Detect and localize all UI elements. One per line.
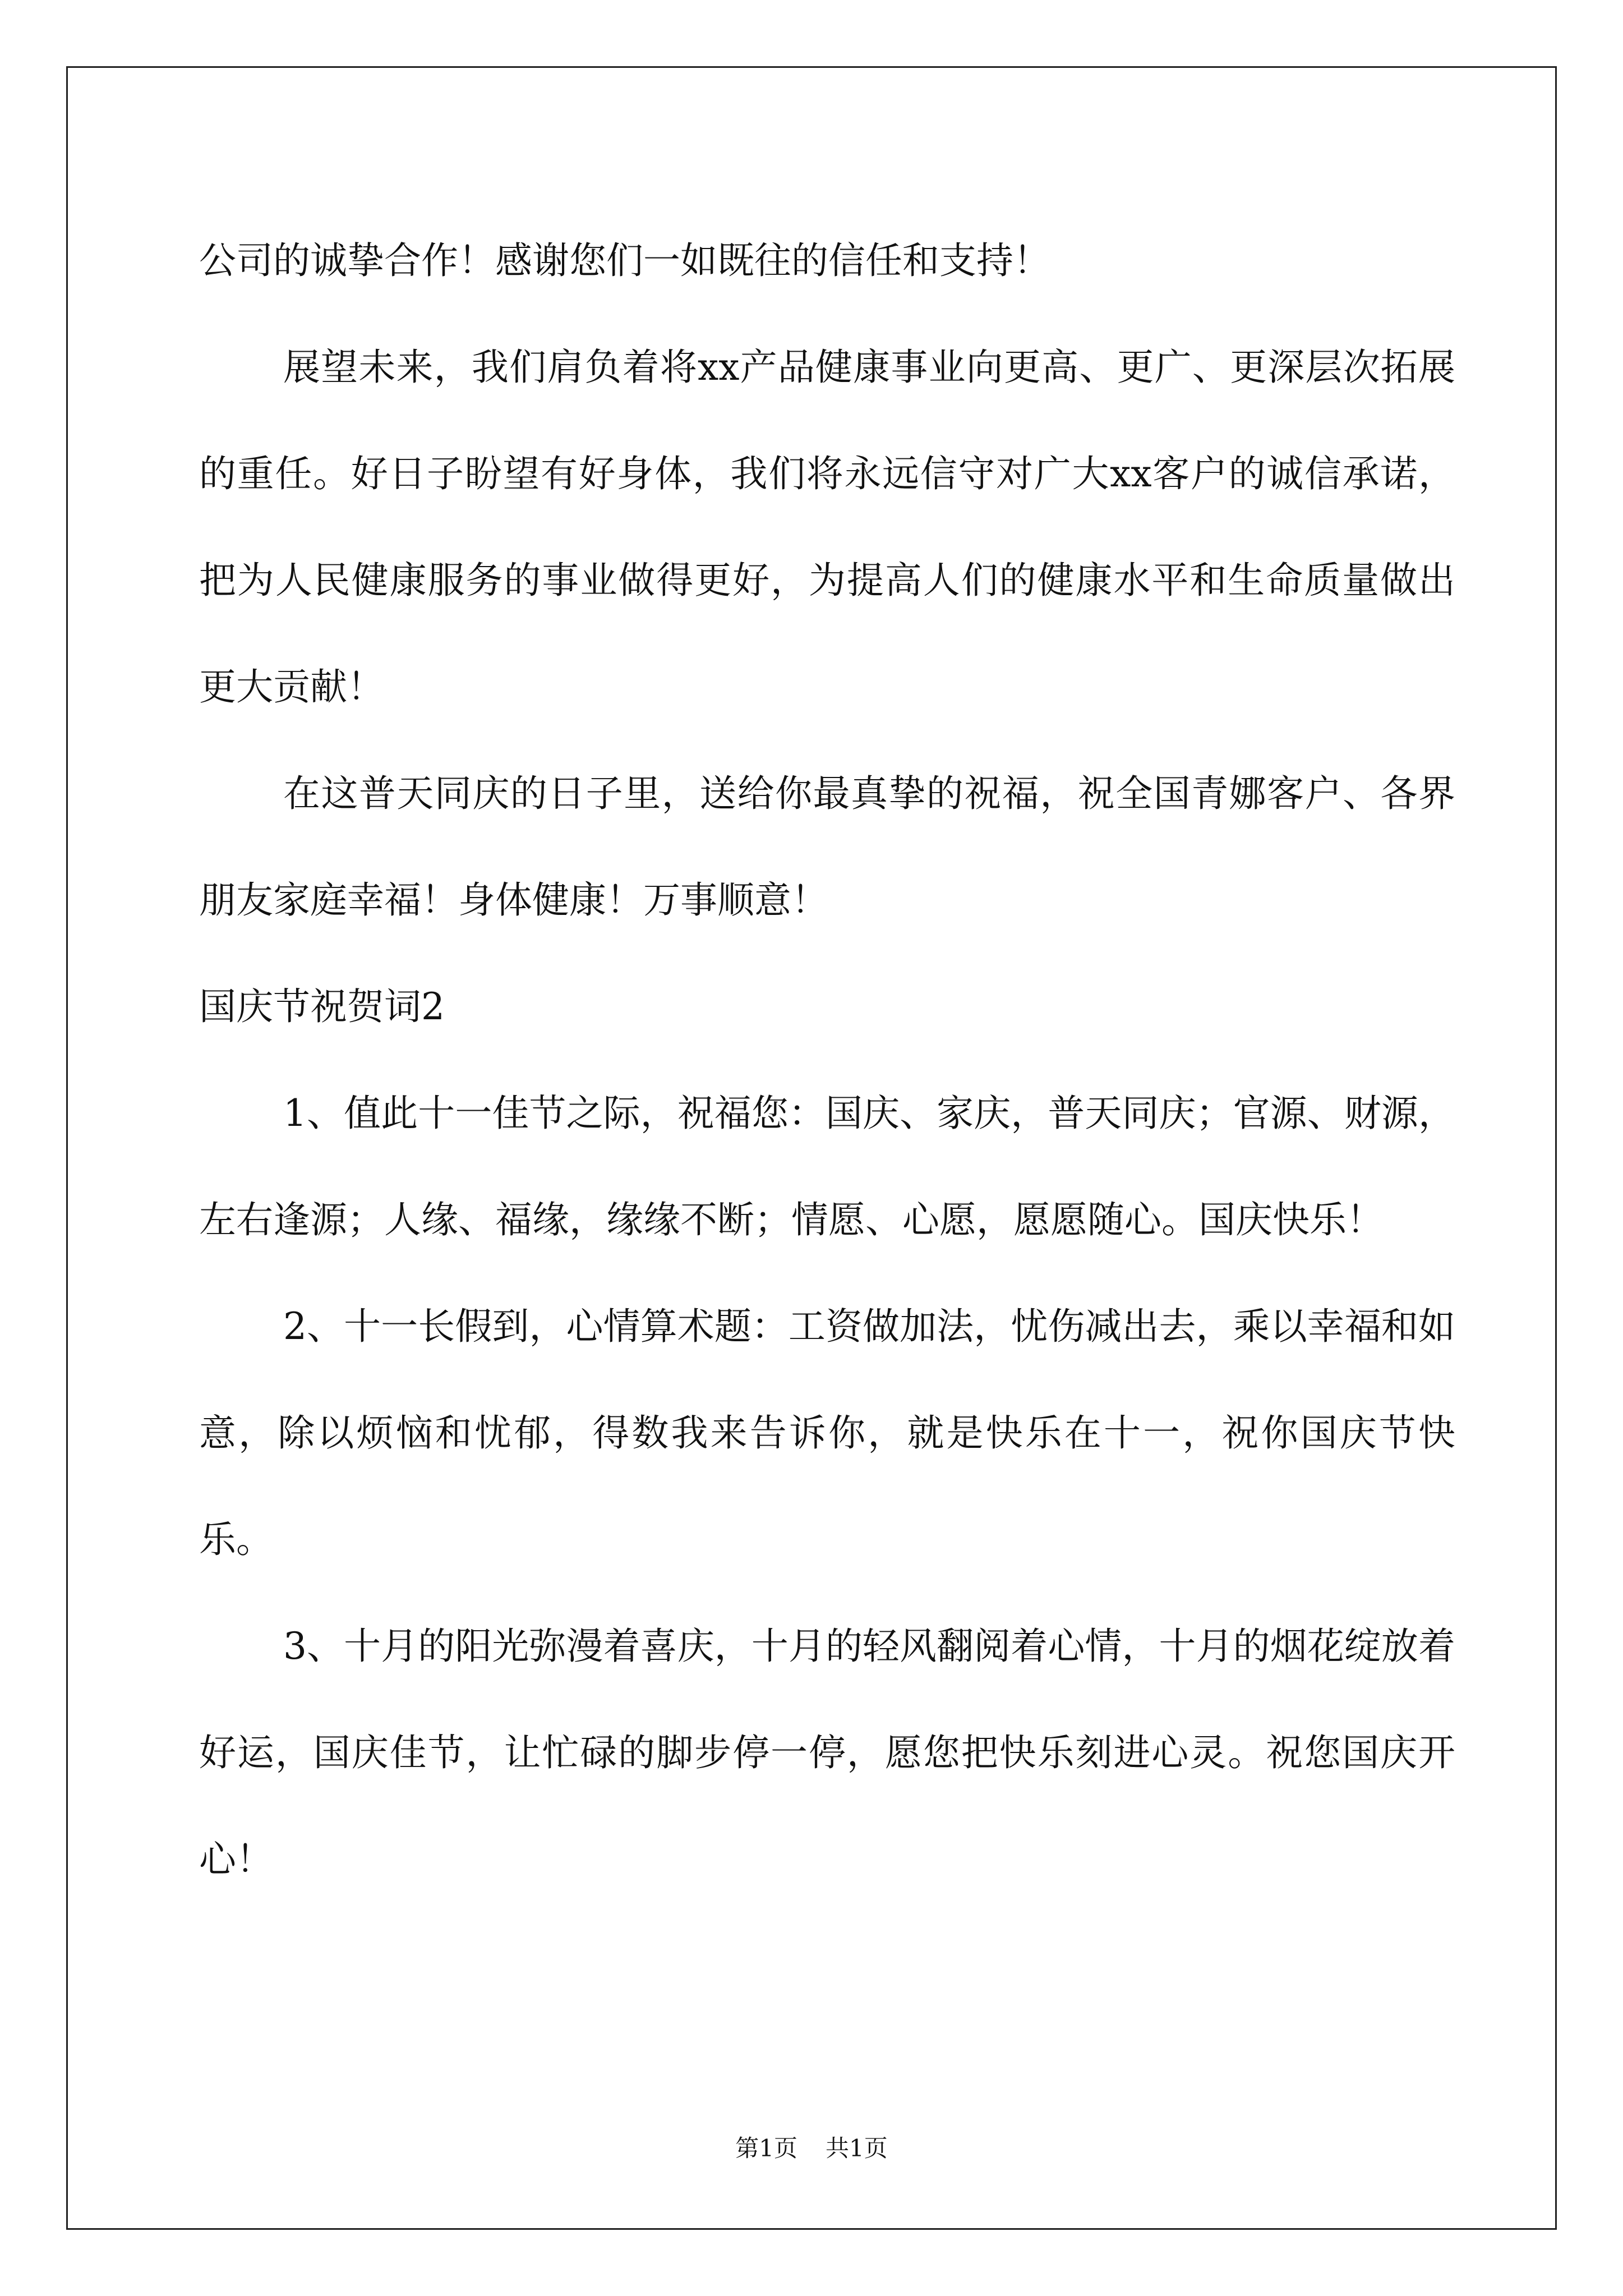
list-item-2: 2、十一长假到，心情算术题：工资做加法，忧伤减出去，乘以幸福和如意，除以烦恼和忧郁，得数我来告诉你，就是快乐在十一，祝你国庆节快乐。 xyxy=(199,1305,1455,1561)
page-number-current: 第1页 xyxy=(735,2134,797,2162)
section-heading: 国庆节祝贺词2 xyxy=(199,985,445,1028)
list-item-1: 1、值此十一佳节之际，祝福您：国庆、家庆，普天同庆；官源、财源，左右逢源；人缘、福缘，缘缘不断；情愿、心愿，愿愿随心。国庆快乐！ xyxy=(199,1092,1455,1241)
page-footer xyxy=(0,2132,1623,2165)
page-number-total: 共1页 xyxy=(826,2134,888,2162)
paragraph-2: 展望未来，我们肩负着将xx产品健康事业向更高、更广、更深层次拓展的重任。好日子盼望有好身体，我们将永远信守对广大xx客户的诚信承诺，把为人民健康服务的事业做得更好，为提高人们的健康水平和生命质量做出更大贡献！ xyxy=(199,346,1455,708)
list-item-3: 3、十月的阳光弥漫着喜庆，十月的轻风翻阅着心情，十月的烟花绽放着好运，国庆佳节，让忙碌的脚步停一停，愿您把快乐刻进心灵。祝您国庆开心！ xyxy=(199,1625,1455,1881)
paragraph-3: 在这普天同庆的日子里，送给你最真挚的祝福，祝全国青娜客户、各界朋友家庭幸福！身体健康！万事顺意！ xyxy=(199,772,1455,922)
document-body xyxy=(199,208,1455,1913)
paragraph-1: 公司的诚挚合作！感谢您们一如既往的信任和支持！ xyxy=(199,239,1050,282)
